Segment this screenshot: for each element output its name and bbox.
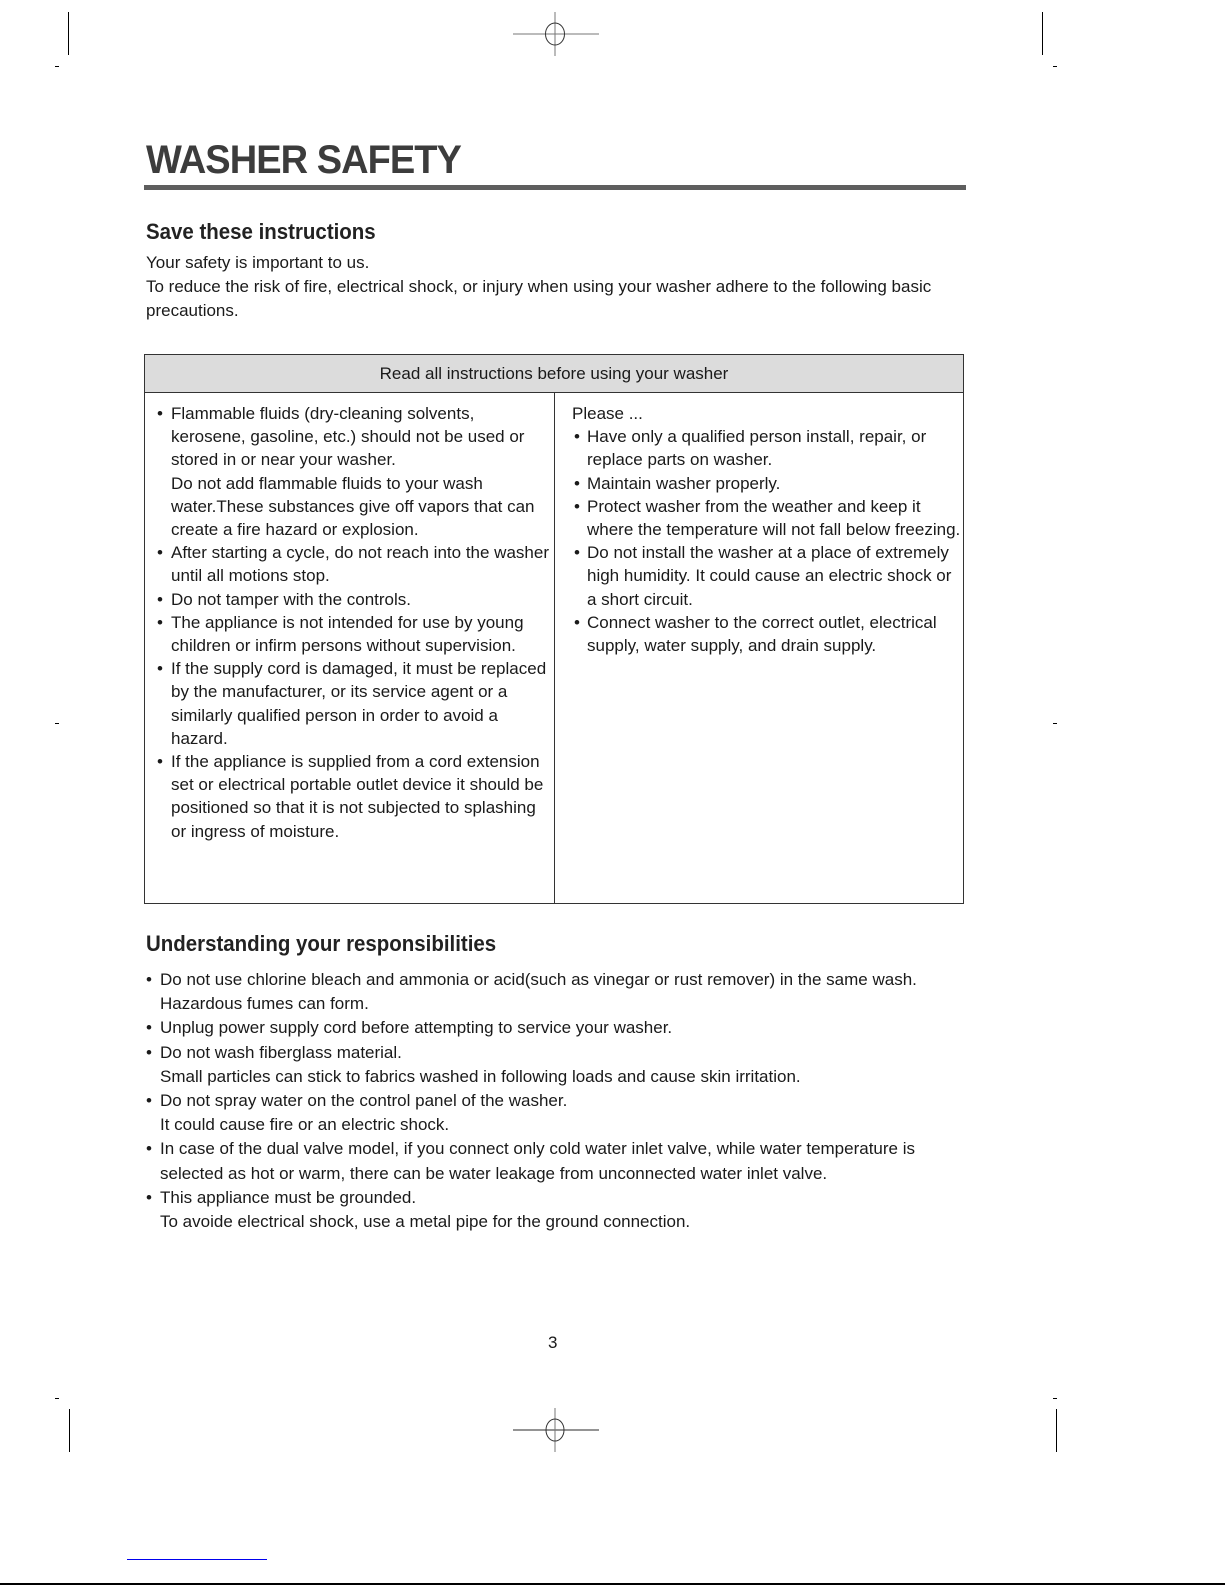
instructions-box <box>144 354 964 904</box>
list-item <box>555 495 963 541</box>
list-item-text: In case of the dual valve model, if you connect only cold water inlet valve, while water temperature is selected as hot or warm, there can be water leakage from unconnected water inlet valve. <box>160 1139 915 1183</box>
title-underline <box>144 185 966 190</box>
list-item <box>555 425 963 471</box>
bullet-icon: • <box>574 496 580 516</box>
crop-tick-mid-right <box>1053 723 1057 724</box>
list-item-text: If the appliance is supplied from a cord extension set or electrical portable outlet device it should be positioned so that it is not subjected to splashing or ingress of moisture. <box>171 752 544 841</box>
page-title: WASHER SAFETY <box>146 138 461 182</box>
instructions-box-header: Read all instructions before using your washer <box>145 355 963 393</box>
list-item <box>145 541 554 587</box>
list-item <box>555 611 963 657</box>
list-item <box>145 657 554 750</box>
bullet-icon: • <box>574 427 580 447</box>
list-item-text: Flammable fluids (dry-cleaning solvents, kerosene, gasoline, etc.) should not be used or stored in or near your washer. <box>171 404 525 470</box>
bullet-icon: • <box>146 1091 152 1111</box>
footer-link-underline[interactable] <box>127 1559 267 1560</box>
list-item-text: This appliance must be grounded. <box>160 1187 417 1207</box>
list-item-extra-text: Do not add flammable fluids to your wash water.These substances give off vapors that can create a fire hazard or explosion. <box>171 473 535 540</box>
registration-mark-bottom-icon <box>512 1408 602 1454</box>
save-instructions-heading: Save these instructions <box>146 219 376 244</box>
list-item <box>145 611 554 657</box>
bullet-icon: • <box>157 612 163 632</box>
bullet-icon: • <box>157 752 163 772</box>
list-item <box>555 472 963 495</box>
bullet-icon: • <box>574 612 580 632</box>
precautions-intro-line: To reduce the risk of fire, electrical shock, or injury when using your washer adhere to the following basic precautions. <box>146 277 932 320</box>
list-item <box>146 1089 976 1137</box>
page-number: 3 <box>548 1333 558 1352</box>
bullet-icon: • <box>157 589 163 609</box>
list-item-text: Connect washer to the correct outlet, electrical supply, water supply, and drain supply. <box>587 612 937 656</box>
list-item <box>146 1137 976 1185</box>
crop-mark-top-right <box>1042 12 1043 55</box>
list-item-text: Do not spray water on the control panel of the washer. <box>160 1091 568 1111</box>
right-advice-list <box>555 425 963 657</box>
list-item-text: The appliance is not intended for use by young children or infirm persons without supervision. <box>171 612 524 656</box>
crop-mark-bottom-right <box>1056 1409 1057 1452</box>
bullet-icon: • <box>146 1187 152 1207</box>
bullet-icon: • <box>146 970 152 989</box>
bullet-icon: • <box>574 543 580 563</box>
list-item-text: Do not tamper with the controls. <box>171 589 412 609</box>
instructions-left-column <box>145 393 555 903</box>
list-item-extra-text: To avoide electrical shock, use a metal pipe for the ground connection. <box>160 1212 691 1232</box>
bullet-icon: • <box>146 1018 152 1038</box>
list-item <box>555 541 963 611</box>
crop-tick-top-left <box>55 66 59 67</box>
list-item-text: Protect washer from the weather and keep it where the temperature will not fall below freezing. <box>587 496 961 540</box>
bullet-icon: • <box>157 659 163 679</box>
left-warning-list <box>145 393 554 843</box>
crop-tick-mid-left <box>55 723 59 724</box>
registration-mark-top-icon <box>512 10 602 58</box>
please-intro: Please ... <box>572 404 643 423</box>
list-item <box>146 1041 976 1089</box>
safety-intro-line: Your safety is important to us. <box>146 253 370 272</box>
list-item <box>146 968 976 1016</box>
list-item-extra-text: It could cause fire or an electric shock. <box>160 1115 450 1135</box>
list-item <box>145 750 554 843</box>
crop-mark-top-left <box>68 12 69 55</box>
list-item-text: Unplug power supply cord before attempting to service your washer. <box>160 1018 673 1038</box>
list-item-text: Do not install the washer at a place of extremely high humidity. It could cause an electric shock or a short circuit. <box>587 543 952 609</box>
list-item-text: Maintain washer properly. <box>587 473 781 493</box>
list-item-text: After starting a cycle, do not reach into the washer until all motions stop. <box>171 543 549 586</box>
list-item <box>146 1186 976 1234</box>
list-item-text: Do not use chlorine bleach and ammonia or acid(such as vinegar or rust remover) in the same wash. Hazardous fumes can form. <box>160 970 917 1014</box>
list-item <box>145 402 554 541</box>
list-item-text: Have only a qualified person install, repair, or replace parts on washer. <box>587 427 927 470</box>
crop-tick-bottom-left <box>55 1398 59 1399</box>
bullet-icon: • <box>146 1042 152 1062</box>
list-item-text: Do not wash fiberglass material. <box>160 1042 402 1062</box>
list-item-text: If the supply cord is damaged, it must be replaced by the manufacturer, or its service agent or a similarly qualified person in order to avoid a hazard. <box>171 659 547 748</box>
responsibilities-section <box>146 968 976 1234</box>
list-item <box>146 1016 976 1040</box>
bullet-icon: • <box>146 1139 152 1159</box>
instructions-right-column <box>555 393 963 903</box>
bullet-icon: • <box>574 473 580 493</box>
responsibilities-heading: Understanding your responsibilities <box>146 931 497 956</box>
crop-tick-bottom-right <box>1053 1398 1057 1399</box>
crop-tick-top-right <box>1053 66 1057 67</box>
crop-mark-bottom-left <box>69 1409 70 1452</box>
bullet-icon: • <box>157 404 163 423</box>
bullet-icon: • <box>157 543 163 563</box>
responsibilities-list <box>146 968 976 1234</box>
list-item <box>145 588 554 611</box>
list-item-extra-text: Small particles can stick to fabrics washed in following loads and cause skin irritation. <box>160 1066 801 1086</box>
